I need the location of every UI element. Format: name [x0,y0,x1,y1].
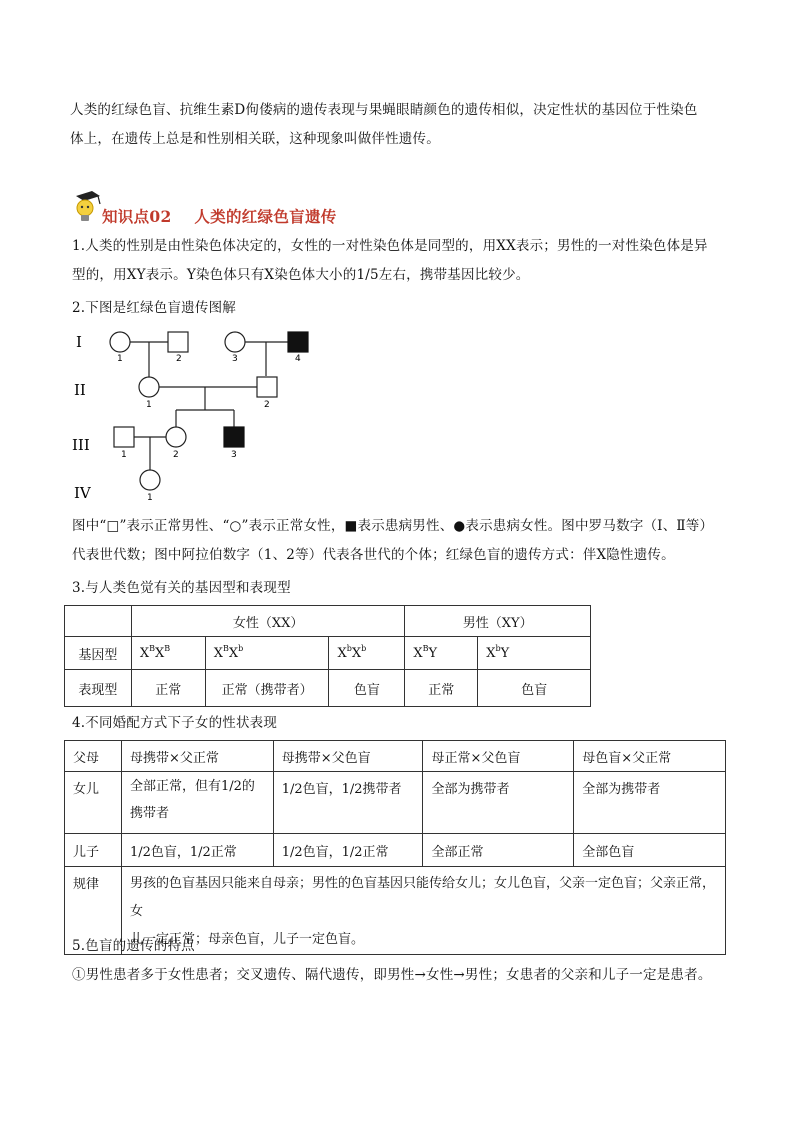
intro-line-1: 人类的红绿色盲、抗维生素D佝偻病的遗传表现与果蝇眼睛颜色的遗传相似，决定性状的基因位于性染色 [70,102,698,118]
genotype-xbxb-carrier: $X^BX^b$ [205,637,329,670]
section-title: 知识点02 人类的红绿色盲遗传 [102,207,337,226]
phenotype-5: 色盲 [478,670,591,707]
iii1-normal-male [114,427,134,447]
gen-label-3: III [72,436,90,454]
paragraph-3: 3.与人类色觉有关的基因型和表现型 [72,580,291,596]
iii3-num: 3 [231,450,237,460]
phenotype-4: 正常 [405,670,478,707]
legend-line-1: 图中“□”表示正常男性、“○”表示正常女性，■表示患病男性、●表示患病女性。图中罗马数字（Ⅰ、Ⅱ等） [72,518,714,534]
genotype-xby: $X^BY$ [405,637,478,670]
phenotype-2: 正常（携带者） [205,670,329,707]
p1-line-1: 1.人类的性别是由性染色体决定的，女性的一对性染色体是同型的，用XX表示；男性的一对性染色体是异 [72,238,708,254]
gen-label-1: I [76,333,82,351]
p5-title: 5.色盲的遗传的特点 [72,938,195,954]
male-header: 男性（XY） [405,606,591,637]
daughter-col-4: 全部为携带者 [574,772,726,834]
i1-normal-female [110,332,130,352]
gen-label-4: IV [74,484,91,502]
son-col-4: 全部色盲 [574,834,726,867]
i3-normal-female [225,332,245,352]
ii2-normal-male [257,377,277,397]
legend-line-2: 代表世代数；图中阿拉伯数字（1、2等）代表各世代的个体；红绿色盲的遗传方式：伴X隐性遗传。 [72,547,675,563]
header-col-3: 母正常×父色盲 [423,741,574,772]
i1-num: 1 [117,354,123,364]
intro-line-2: 体上，在遗传上总是和性别相关联，这种现象叫做伴性遗传。 [70,131,440,147]
header-col-1: 母携带×父正常 [121,741,273,772]
daughter-col-1 [121,772,273,834]
paragraph-5 [72,932,742,990]
p5-line-1: ①男性患者多于女性患者；交叉遗传、隔代遗传，即男性→女性→男性；女患者的父亲和儿子一定是患者。 [72,967,712,983]
genotype-xby-colorblind: $X^bY$ [478,637,591,670]
son-col-2: 1/2色盲，1/2正常 [273,834,423,867]
iv1-normal-female [140,470,160,490]
p1-line-2: 型的，用XY表示。Y染色体只有X染色体大小的1/5左右，携带基因比较少。 [72,267,530,283]
daughter-col-3: 全部为携带者 [423,772,574,834]
daughter-col-2: 1/2色盲，1/2携带者 [273,772,423,834]
legend-paragraph [72,512,732,570]
phenotype-label: 表现型 [65,670,132,707]
phenotype-1: 正常 [131,670,205,707]
marriage-table [64,740,726,955]
daughter-col-1-line-2: 携带者 [129,806,169,821]
phenotype-3: 色盲 [329,670,405,707]
rule-label: 规律 [65,867,122,955]
intro-paragraph [70,96,730,154]
i3-num: 3 [232,354,238,364]
son-col-3: 全部正常 [423,834,574,867]
iii3-affected-male [224,427,244,447]
i2-normal-male [168,332,188,352]
i4-affected-male [288,332,308,352]
header-col-4: 母色盲×父正常 [574,741,726,772]
genotype-xbxb-colorblind: $X^bX^b$ [329,637,405,670]
rule-line-2: 儿一定正常；母亲色盲，儿子一定色盲。 [129,932,364,947]
son-label: 儿子 [65,834,122,867]
female-header: 女性（XX） [131,606,405,637]
daughter-label: 女儿 [65,772,122,834]
son-col-1: 1/2色盲，1/2正常 [121,834,273,867]
rule-line-1: 男孩的色盲基因只能来自母亲；男性的色盲基因只能传给女儿；女儿色盲，父亲一定色盲；父亲正常，女 [129,876,715,919]
i4-num: 4 [295,354,301,364]
gen-label-2: II [74,381,86,399]
paragraph-1 [72,232,732,290]
bulb-icon [70,190,104,224]
daughter-col-1-line-1: 全部正常，但有1/2的 [129,779,255,794]
i2-num: 2 [176,354,182,364]
header-col-2: 母携带×父色盲 [273,741,423,772]
iv1-num: 1 [147,493,153,503]
iii2-normal-female [166,427,186,447]
pedigree-chart [70,322,370,512]
paragraph-2: 2.下图是红绿色盲遗传图解 [72,300,236,316]
genotype-table [64,605,591,707]
header-parents: 父母 [65,741,122,772]
genotype-label: 基因型 [65,637,132,670]
iii1-num: 1 [121,450,127,460]
genotype-xbxb: $X^BX^B$ [131,637,205,670]
ii2-num: 2 [264,400,270,410]
ii1-num: 1 [146,400,152,410]
ii1-normal-female [139,377,159,397]
corner-cell [65,606,132,637]
iii2-num: 2 [173,450,179,460]
paragraph-4: 4.不同婚配方式下子女的性状表现 [72,715,278,731]
